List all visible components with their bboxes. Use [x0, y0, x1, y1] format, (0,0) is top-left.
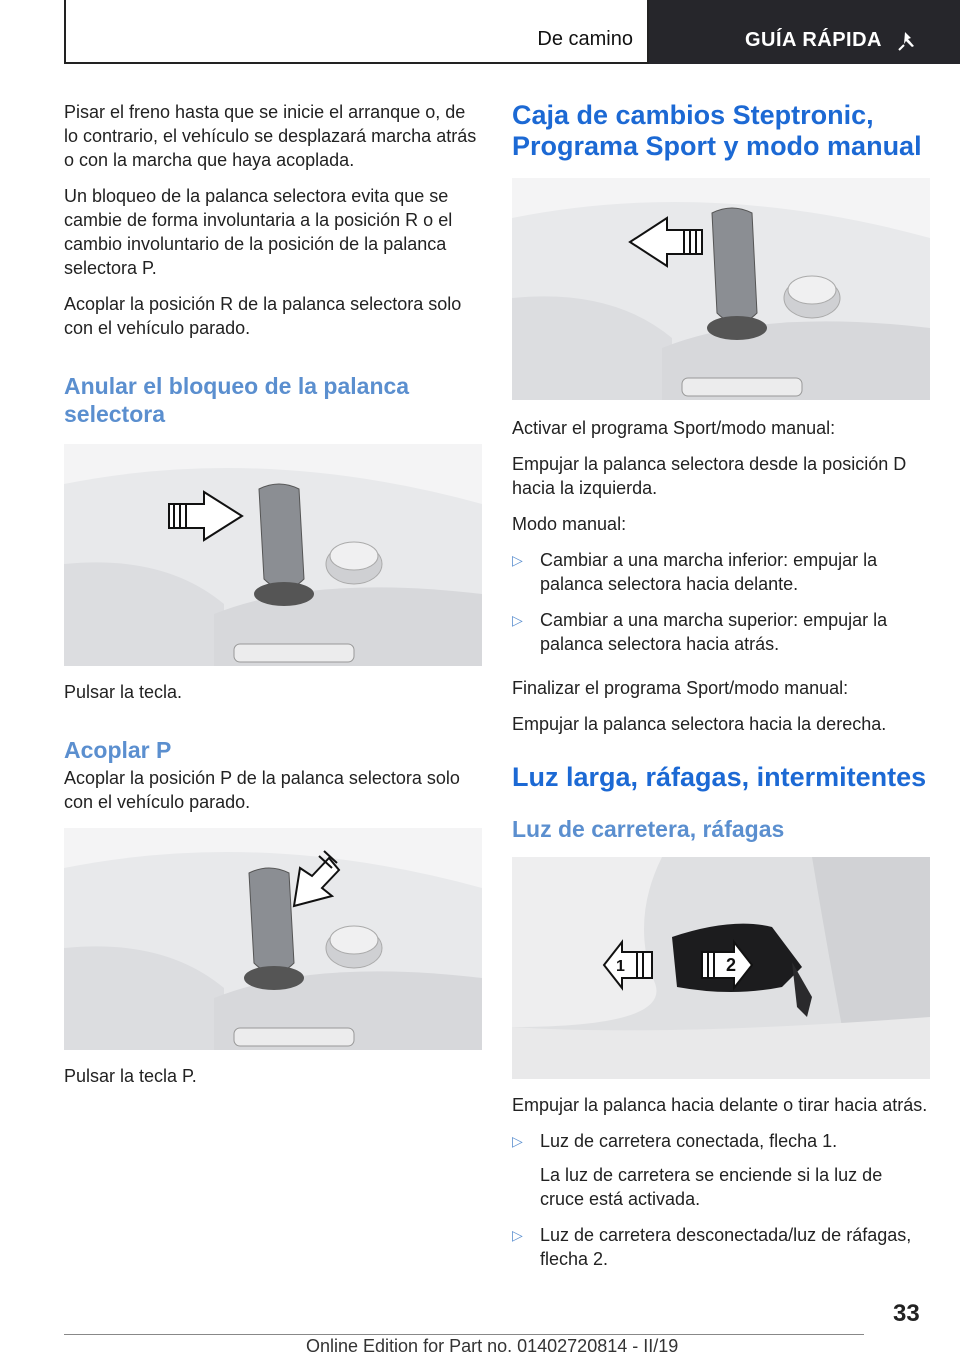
list-item: ▷ Cambiar a una marcha superior: empujar la palanca selectora hacia atrás. — [512, 610, 888, 654]
left-column — [64, 100, 482, 1088]
high-beam-paragraph: Empujar la palanca hacia delante o tirar hacia atrás. — [512, 1095, 928, 1115]
header-chapter-title: GUÍA RÁPIDA — [745, 29, 882, 51]
sport-paragraph-1: Activar el programa Sport/modo manual: — [512, 418, 836, 438]
park-paragraph-1: Acoplar la posición P de la palanca selectora solo con el vehículo parado. — [64, 768, 460, 812]
heading-engage-park: Acoplar P — [64, 737, 172, 763]
arrow-label-1: 1 — [616, 958, 625, 975]
list-item: ▷ Cambiar a una marcha inferior: empujar la palanca selectora hacia delante. — [512, 550, 878, 594]
figure-engage-park — [64, 828, 482, 1050]
finish-paragraph-1: Finalizar el programa Sport/modo manual: — [512, 678, 849, 698]
manual-mode-label: Modo manual: — [512, 514, 627, 534]
figure-unlock-selector — [64, 444, 482, 666]
heading-high-beam: Luz de carretera, ráfagas — [512, 816, 785, 842]
list-item: ▷ Luz de carretera desconectada/luz de ráfagas, flecha 2. — [512, 1225, 912, 1269]
heading-unlock-selector: Anular el bloqueo de la palanca selectora — [64, 373, 410, 427]
header-chapter-tab — [649, 0, 960, 64]
bullet-triangle-icon: ▷ — [512, 552, 523, 568]
footer-edition: Online Edition for Part no. 01402720814 - II/19 — [306, 1336, 679, 1356]
header-section-tab — [64, 0, 649, 64]
quick-guide-icon — [897, 30, 919, 52]
intro-paragraph-2: Un bloqueo de la palanca selectora evita que se cambie de forma involuntaria a la posición R o el cambio involuntario de la posición de la palanca selectora P. — [64, 186, 453, 278]
unlock-instruction: Pulsar la tecla. — [64, 682, 183, 702]
finish-paragraph-2: Empujar la palanca selectora hacia la derecha. — [512, 714, 887, 734]
arrow-label-2: 2 — [726, 955, 737, 975]
right-column — [512, 100, 930, 1271]
header-section-title: De camino — [537, 28, 633, 50]
figure-steptronic — [512, 178, 930, 400]
heading-lights: Luz larga, ráfagas, intermitentes — [512, 762, 927, 792]
figure-high-beam — [512, 857, 930, 1079]
high-beam-list — [512, 1129, 930, 1271]
sport-paragraph-2: Empujar la palanca selectora desde la posición D hacia la izquierda. — [512, 454, 907, 498]
park-instruction: Pulsar la tecla P. — [64, 1066, 197, 1086]
bullet-triangle-icon: ▷ — [512, 612, 523, 628]
footer-divider — [64, 1334, 864, 1335]
list-item-note: La luz de carretera se enciende si la luz de cruce está activada. — [540, 1165, 883, 1209]
manual-mode-list — [512, 548, 930, 656]
heading-steptronic: Caja de cambios Steptronic, Programa Sport y modo manual — [512, 100, 922, 161]
page-number: 33 — [893, 1300, 920, 1327]
intro-paragraph-3: Acoplar la posición R de la palanca selectora solo con el vehículo parado. — [64, 294, 462, 338]
intro-paragraph-1: Pisar el freno hasta que se inicie el arranque o, de lo contrario, el vehículo se desplazará marcha atrás o con la marcha que haya acoplada. — [64, 102, 477, 170]
list-item: ▷ Luz de carretera conectada, flecha 1. — [512, 1131, 838, 1151]
bullet-triangle-icon: ▷ — [512, 1227, 523, 1243]
bullet-triangle-icon: ▷ — [512, 1133, 523, 1149]
